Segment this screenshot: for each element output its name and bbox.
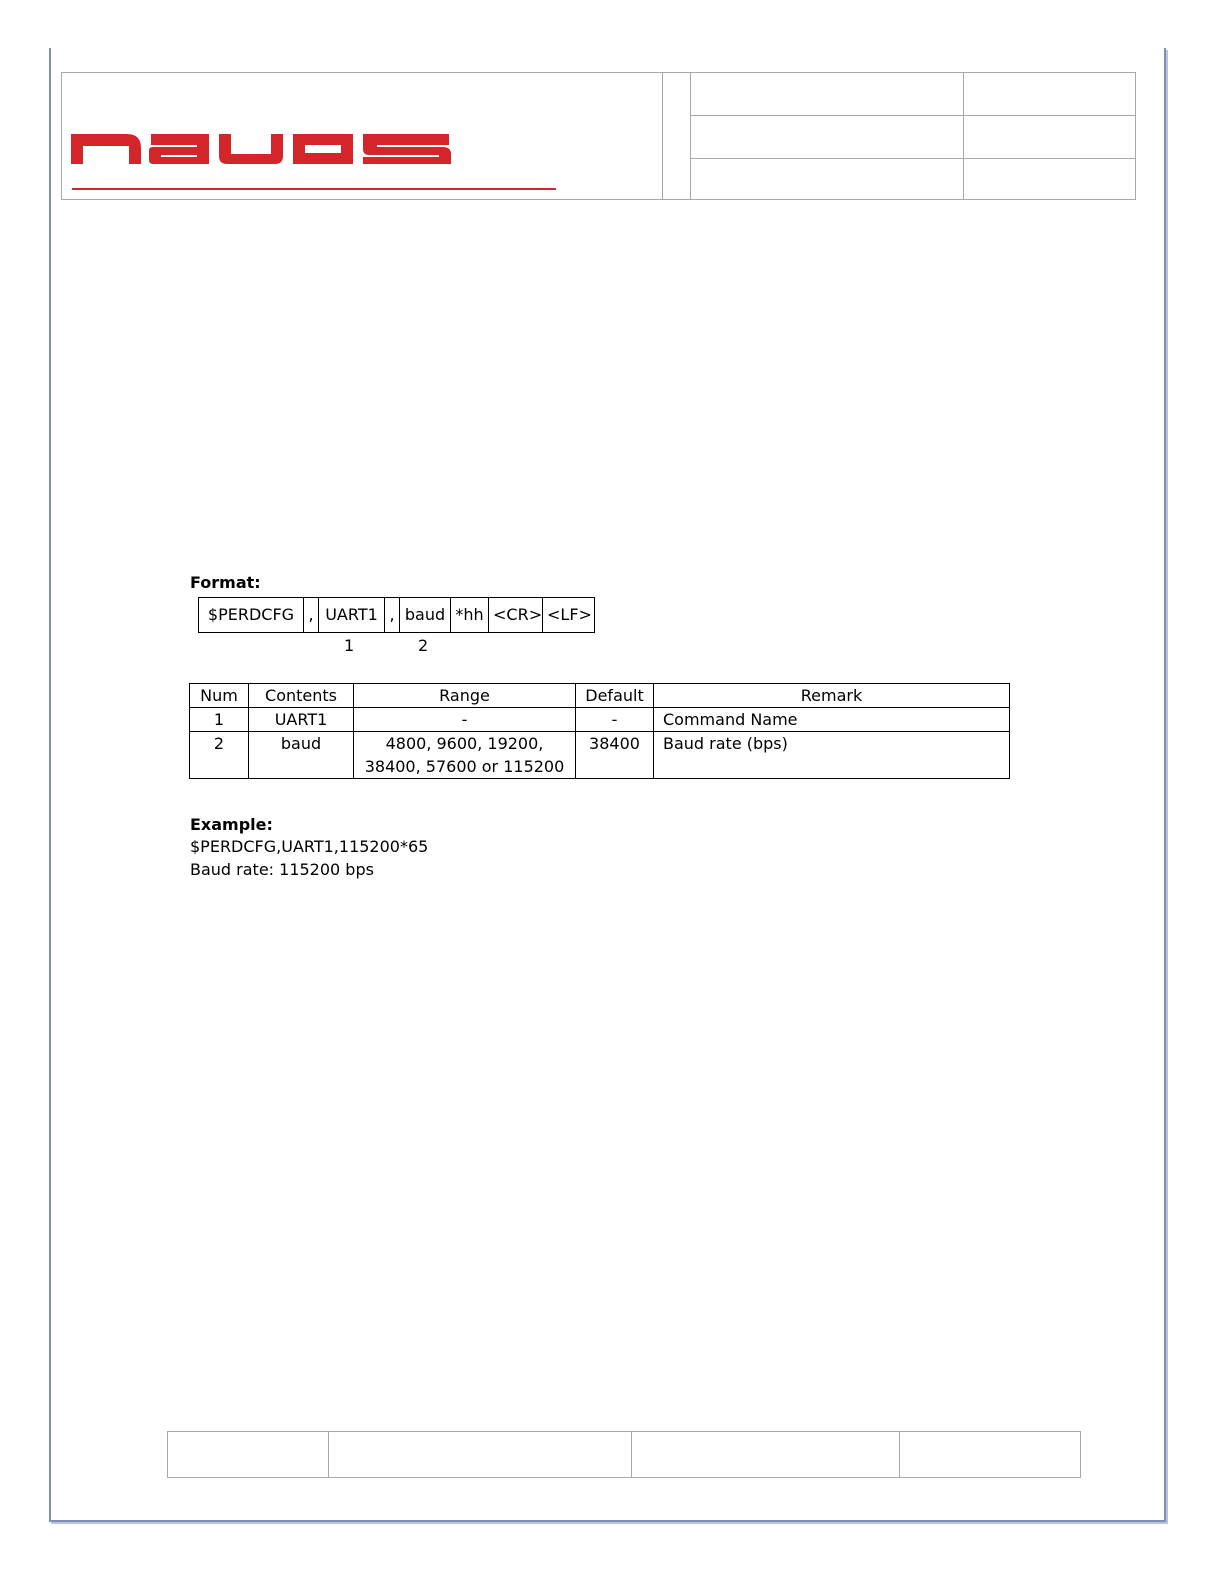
cell-default: - <box>576 708 654 732</box>
cell-contents: baud <box>249 732 354 779</box>
example-line: Baud rate: 115200 bps <box>190 860 374 879</box>
table-row <box>190 708 1010 732</box>
header-row-divider <box>690 158 1135 159</box>
navos-logo <box>71 130 453 168</box>
header-row-divider <box>690 115 1135 116</box>
column-header: Num <box>190 684 249 708</box>
format-field: <CR> <box>489 597 543 633</box>
format-field: , <box>304 597 319 633</box>
cell-remark: Baud rate (bps) <box>654 732 1010 779</box>
cell-range: - <box>354 708 576 732</box>
document-header <box>61 72 1136 200</box>
page-frame <box>49 48 1166 1522</box>
format-field: , <box>385 597 400 633</box>
cell-remark: Command Name <box>654 708 1010 732</box>
logo-underline <box>72 188 556 190</box>
format-field: *hh <box>451 597 489 633</box>
format-field: <LF> <box>543 597 595 633</box>
header-divider <box>963 73 964 199</box>
parameter-table <box>189 683 1010 779</box>
footer-divider <box>899 1432 900 1477</box>
column-header: Default <box>576 684 654 708</box>
example-label: Example: <box>190 815 273 834</box>
range-line: 38400, 57600 or 115200 <box>364 757 565 776</box>
format-label: Format: <box>190 573 261 592</box>
footer-divider <box>328 1432 329 1477</box>
cell-num: 2 <box>190 732 249 779</box>
range-line: 4800, 9600, 19200, <box>385 734 544 753</box>
format-field: $PERDCFG <box>198 597 304 633</box>
cell-num: 1 <box>190 708 249 732</box>
field-number: 2 <box>418 636 429 655</box>
table-header-row <box>190 684 1010 708</box>
column-header: Range <box>354 684 576 708</box>
field-number: 1 <box>344 636 355 655</box>
document-footer <box>167 1431 1081 1478</box>
cell-default: 38400 <box>576 732 654 779</box>
format-row <box>198 597 595 633</box>
table-row <box>190 732 1010 779</box>
format-field: UART1 <box>319 597 385 633</box>
cell-range <box>354 732 576 779</box>
cell-contents: UART1 <box>249 708 354 732</box>
example-line: $PERDCFG,UART1,115200*65 <box>190 837 429 856</box>
header-divider <box>662 73 663 199</box>
header-divider <box>690 73 691 199</box>
column-header: Contents <box>249 684 354 708</box>
column-header: Remark <box>654 684 1010 708</box>
footer-divider <box>631 1432 632 1477</box>
format-field: baud <box>400 597 451 633</box>
